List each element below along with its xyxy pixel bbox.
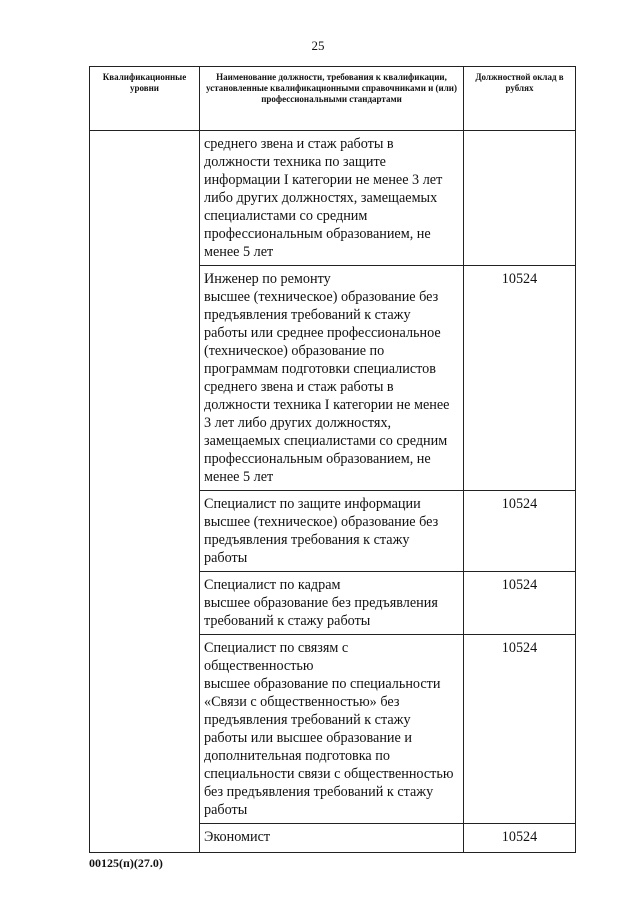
salary-cell: 10524	[464, 824, 576, 853]
table-row	[90, 131, 576, 266]
document-code: 00125(п)(27.0)	[89, 856, 163, 870]
position-cell	[200, 635, 464, 824]
salary-table	[89, 66, 576, 853]
position-cell	[200, 266, 464, 491]
salary-cell: 10524	[464, 635, 576, 824]
position-text: Инженер по ремонту высшее (техническое) образование без предъявления требований к стажу работы или среднее профессиональное (техническое) образование по программам подготовки специалистов среднего звена и стаж работы в должности техника I категории не менее 3 лет либо других должностях, замещаемых специалистами со средним профессиональным образованием, не менее 5 лет	[204, 271, 450, 485]
position-cell	[200, 572, 464, 635]
position-cell	[200, 824, 464, 853]
salary-cell	[464, 131, 576, 266]
header-position-requirements: Наименование должности, требования к квалификации, установленные квалификационными справочниками и (или) профессиональными стандартами	[200, 67, 464, 131]
salary-cell: 10524	[464, 266, 576, 491]
position-text: Специалист по кадрам высшее образование без предъявления требований к стажу работы	[204, 577, 438, 629]
position-cell	[200, 491, 464, 572]
table-header-row	[90, 67, 576, 131]
position-text: Специалист по защите информации высшее (техническое) образование без предъявления требования к стажу работы	[204, 496, 439, 566]
position-cell	[200, 131, 464, 266]
position-text: Специалист по связям с общественностью высшее образование по специальности «Связи с общественностью» без предъявления требований к стажу работы или высшее образование и дополнительная подготовка по специальности связи с общественностью без предъявления требований к стажу работы	[204, 640, 454, 818]
position-text: среднего звена и стаж работы в должности техника по защите информации I категории не менее 3 лет либо других должностях, замещаемых специалистами со средним профессиональным образованием, не менее 5 лет	[204, 136, 443, 260]
header-qualification-levels: Квалификационные уровни	[90, 67, 200, 131]
salary-cell: 10524	[464, 572, 576, 635]
page-number: 25	[311, 38, 325, 53]
qualification-level-cell	[90, 131, 200, 853]
header-salary: Должностной оклад в рублях	[464, 67, 576, 131]
position-text: Экономист	[204, 829, 271, 845]
salary-cell: 10524	[464, 491, 576, 572]
